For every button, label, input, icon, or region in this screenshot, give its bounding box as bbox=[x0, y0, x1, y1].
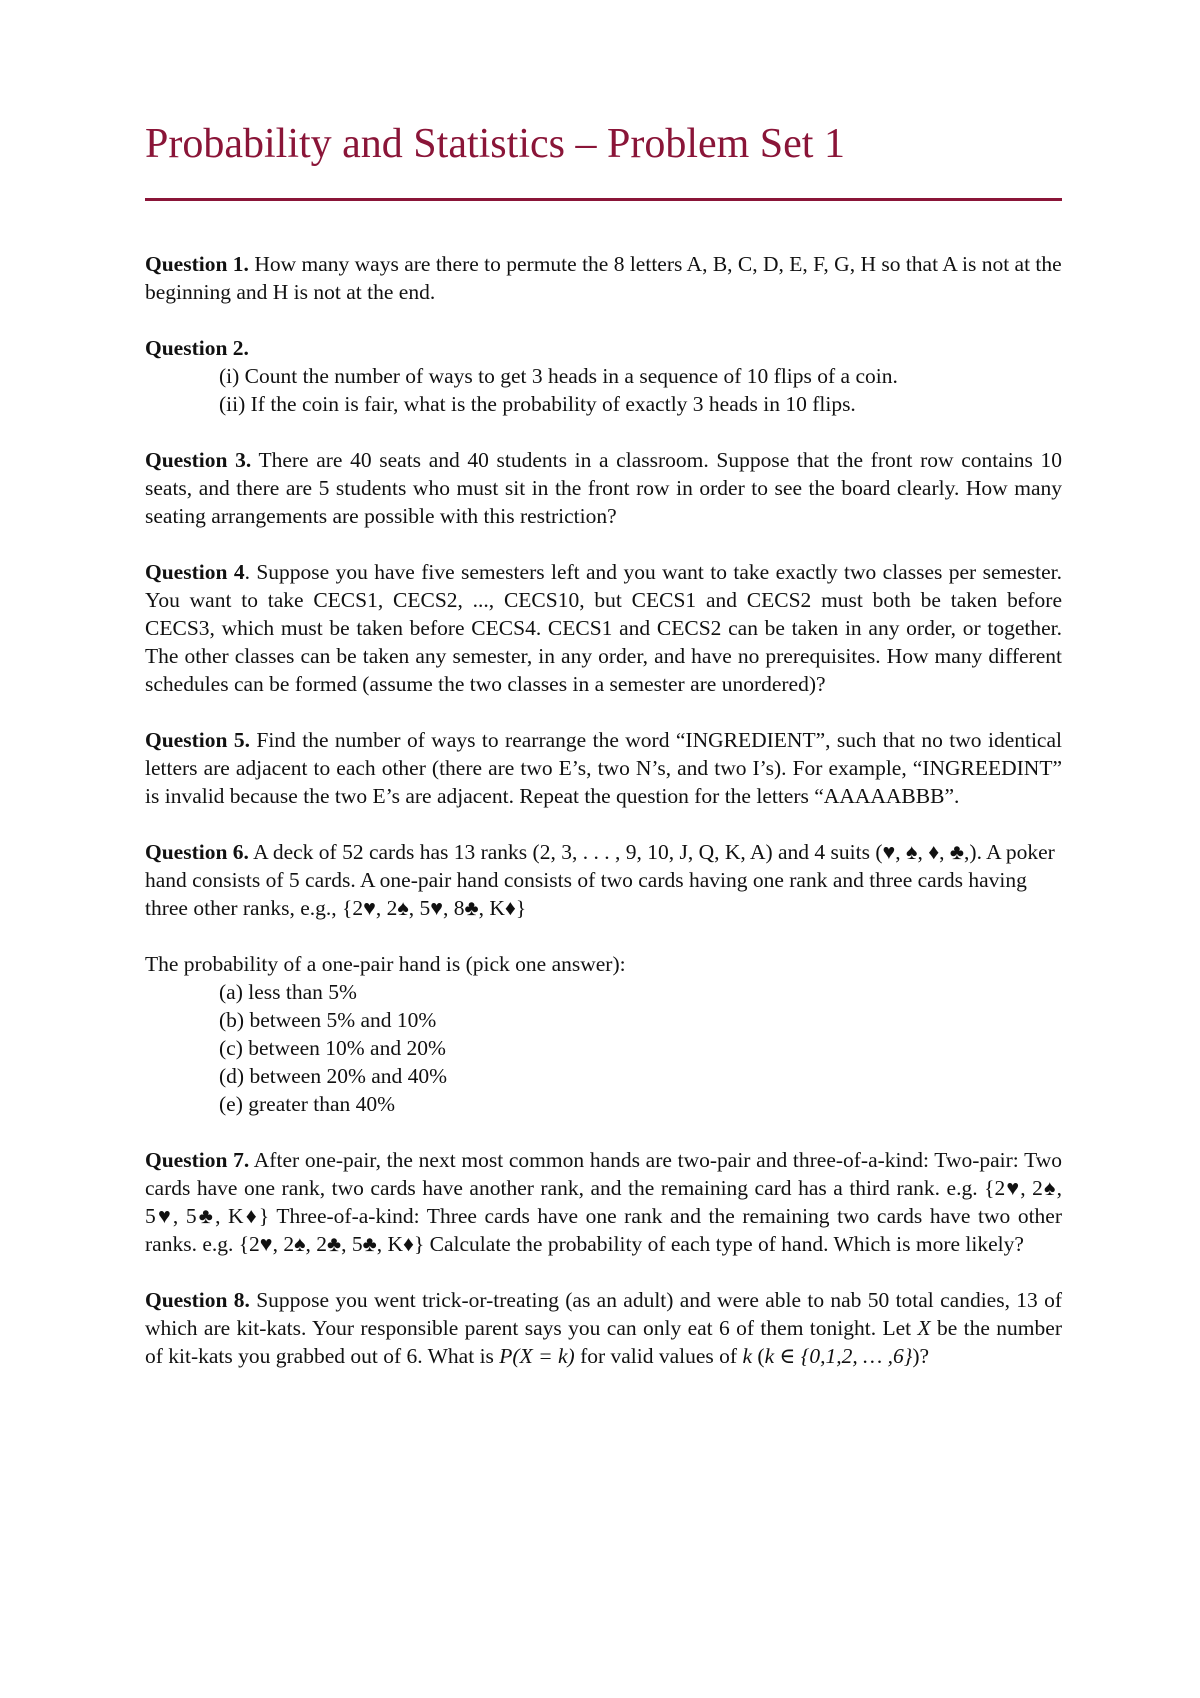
question-1-label: Question 1. bbox=[145, 252, 249, 276]
question-2 bbox=[145, 334, 1062, 418]
question-2-item: (ii) If the coin is fair, what is the probability of exactly 3 heads in 10 flips. bbox=[219, 392, 856, 416]
question-3-label: Question 3. bbox=[145, 448, 252, 472]
question-1 bbox=[145, 250, 1062, 306]
question-3 bbox=[145, 446, 1062, 530]
math-expression-probability: P(X = k) bbox=[499, 1344, 575, 1368]
question-8-text: be the number of kit-kats you grabbed out of 6. What is bbox=[145, 1316, 1062, 1368]
question-7-text: After one-pair, the next most common hands are two-pair and three-of-a-kind: Two-pair: Two cards have one rank, two cards have another rank, and the remaining card has a third rank. e.g. {2♥, 2♠, 5♥, 5♣, K♦} Three-of-a-kind: Three cards have one rank and the remaining two cards have two other ranks. e.g. {2♥, 2♠, 2♣, 5♣, K♦} Calculate the probability of each type of hand. Which is more likely? bbox=[145, 1148, 1062, 1256]
math-variable-k: k bbox=[742, 1344, 753, 1368]
question-8-text: ( bbox=[752, 1344, 765, 1368]
question-8 bbox=[145, 1286, 1062, 1370]
problem-list bbox=[145, 250, 1062, 1398]
question-7-label: Question 7. bbox=[145, 1148, 250, 1172]
math-variable-x: X bbox=[917, 1316, 931, 1340]
answer-option: (c) between 10% and 20% bbox=[219, 1036, 446, 1060]
math-expression-set: k ∈ {0,1,2, … ,6} bbox=[764, 1344, 913, 1368]
answer-option: (e) greater than 40% bbox=[219, 1092, 396, 1116]
page-title: Probability and Statistics – Problem Set 1 bbox=[145, 121, 845, 167]
question-4-label: Question 4 bbox=[145, 560, 245, 584]
question-6-text: A deck of 52 cards has 13 ranks (2, 3, . . . , 9, 10, J, Q, K, A) and 4 suits (♥, ♠, ♦, ♣,). A poker hand consists of 5 cards. A one-pair hand consists of two cards having one rank and three cards having three other ranks, e.g., {2♥, 2♠, 5♥, 8♣, K♦} bbox=[145, 840, 1055, 920]
question-4-text: . Suppose you have five semesters left and you want to take exactly two classes per semester. You want to take CECS1, CECS2, ..., CECS10, but CECS1 and CECS2 must both be taken before CECS3, which must be taken before CECS4. CECS1 and CECS2 can be taken in any order, or together. The other classes can be taken any semester, in any order, and have no prerequisites. How many different schedules can be formed (assume the two classes in a semester are unordered)? bbox=[145, 560, 1062, 696]
question-6-body bbox=[145, 838, 1062, 922]
question-6-prompt: The probability of a one-pair hand is (pick one answer): bbox=[145, 952, 626, 976]
question-5-label: Question 5. bbox=[145, 728, 250, 752]
answer-option: (d) between 20% and 40% bbox=[219, 1064, 448, 1088]
question-4 bbox=[145, 558, 1062, 698]
question-6 bbox=[145, 838, 1062, 1118]
answer-option: (b) between 5% and 10% bbox=[219, 1008, 437, 1032]
question-2-label: Question 2. bbox=[145, 336, 249, 360]
question-2-item: (i) Count the number of ways to get 3 heads in a sequence of 10 flips of a coin. bbox=[219, 364, 898, 388]
question-1-text: How many ways are there to permute the 8 letters A, B, C, D, E, F, G, H so that A is not at the beginning and H is not at the end. bbox=[145, 252, 1062, 304]
answer-option: (a) less than 5% bbox=[219, 980, 357, 1004]
question-8-text: Suppose you went trick-or-treating (as an adult) and were able to nab 50 total candies, 13 of which are kit-kats. Your responsible parent says you can only eat 6 of them tonight. Let bbox=[145, 1288, 1063, 1340]
question-5 bbox=[145, 726, 1062, 810]
question-8-text: )? bbox=[912, 1344, 930, 1368]
question-6-label: Question 6. bbox=[145, 840, 249, 864]
question-8-text: for valid values of bbox=[574, 1344, 743, 1368]
question-3-text: There are 40 seats and 40 students in a classroom. Suppose that the front row contains 10 seats, and there are 5 students who must sit in the front row in order to see the board clearly. How many seating arrangements are possible with this restriction? bbox=[145, 448, 1062, 528]
question-8-label: Question 8. bbox=[145, 1288, 250, 1312]
question-5-text: Find the number of ways to rearrange the word “INGREDIENT”, such that no two identical letters are adjacent to each other (there are two E’s, two N’s, and two I’s). For example, “INGREEDINT” is invalid because the two E’s are adjacent. Repeat the question for the letters “AAAAABBB”. bbox=[145, 728, 1062, 808]
question-7 bbox=[145, 1146, 1062, 1258]
title-divider bbox=[145, 198, 1062, 201]
